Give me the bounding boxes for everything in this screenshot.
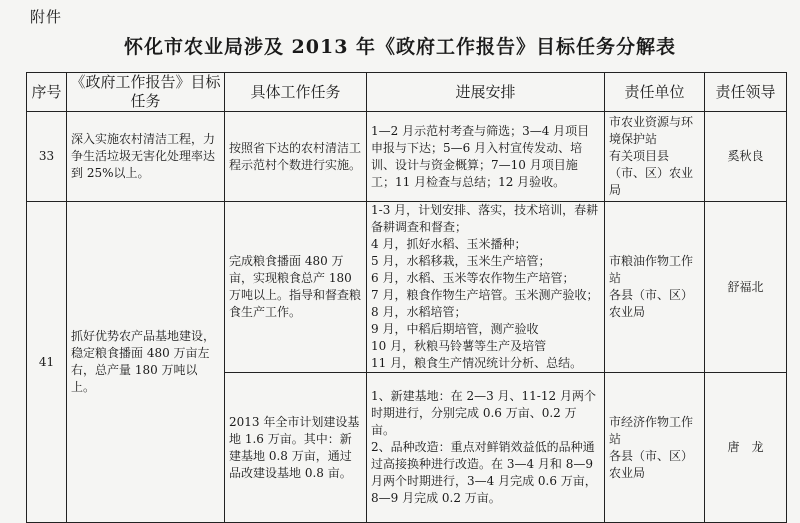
- leader-cell: 舒福北: [705, 202, 787, 373]
- col-header-task: 具体工作任务: [225, 73, 367, 112]
- row-number: 41: [27, 202, 67, 523]
- unit-cell: 市粮油作物工作站 各县（市、区）农业局: [605, 202, 705, 373]
- schedule-cell: 1-3 月，计划安排、落实，技术培训，春耕备耕调查和督查； 4 月，抓好水稻、玉米播种； 5 月，水稻移栽，玉米生产培管； 6 月，水稻、玉米等农作物生产培管； 7 月，粮食作物生产培管。玉米测产验收； 8 月，水稻培管； 9 月，中稻后期培管，测产验收 10 月，秋粮马铃薯等生产及培管 11 月，粮食生产情况统计分析、总结。: [367, 202, 605, 373]
- attachment-label: 附件: [30, 8, 63, 26]
- task-cell: 按照省下达的农村清洁工程示范村个数进行实施。: [225, 112, 367, 202]
- col-header-goal: 《政府工作报告》目标任务: [67, 73, 225, 112]
- table-row: [27, 202, 787, 373]
- leader-cell: 奚秋良: [705, 112, 787, 202]
- schedule-cell: 1、新建基地：在 2—3 月、11-12 月两个时期进行，分别完成 0.6 万亩、0.2 万亩。 2、品种改造：重点对鲜销效益低的品种通过高接换种进行改造。在 3—4 月和 8—9 月两个时期进行，3—4 月完成 0.6 万亩，8—9 月完成 0.2 万亩。: [367, 373, 605, 523]
- col-header-num: 序号: [27, 73, 67, 112]
- table-row: [27, 112, 787, 202]
- leader-cell: 唐 龙: [705, 373, 787, 523]
- unit-cell: 市经济作物工作站 各县（市、区）农业局: [605, 373, 705, 523]
- goal-cell: 抓好优势农产品基地建设，稳定粮食播面 480 万亩左右，总产量 180 万吨以上。: [67, 202, 225, 523]
- col-header-unit: 责任单位: [605, 73, 705, 112]
- col-header-schedule: 进展安排: [367, 73, 605, 112]
- goal-cell: 深入实施农村清洁工程，力争生活垃圾无害化处理率达到 25%以上。: [67, 112, 225, 202]
- task-table: [26, 72, 787, 523]
- row-number: 33: [27, 112, 67, 202]
- unit-cell: 市农业资源与环境保护站 有关项目县（市、区）农业局: [605, 112, 705, 202]
- col-header-leader: 责任领导: [705, 73, 787, 112]
- task-cell: 2013 年全市计划建设基地 1.6 万亩。其中：新建基地 0.8 万亩，通过品改建设基地 0.8 亩。: [225, 373, 367, 523]
- schedule-cell: 1—2 月示范村考查与筛选；3—4 月项目申报与下达；5—6 月入村宣传发动、培训、设计与资金概算；7—10 月项目施工；11 月检查与总结；12 月验收。: [367, 112, 605, 202]
- task-cell: 完成粮食播面 480 万亩，实现粮食总产 180 万吨以上。指导和督查粮食生产工作。: [225, 202, 367, 373]
- document-title: 怀化市农业局涉及 2013 年《政府工作报告》目标任务分解表: [123, 36, 677, 58]
- table-header-row: [27, 73, 787, 112]
